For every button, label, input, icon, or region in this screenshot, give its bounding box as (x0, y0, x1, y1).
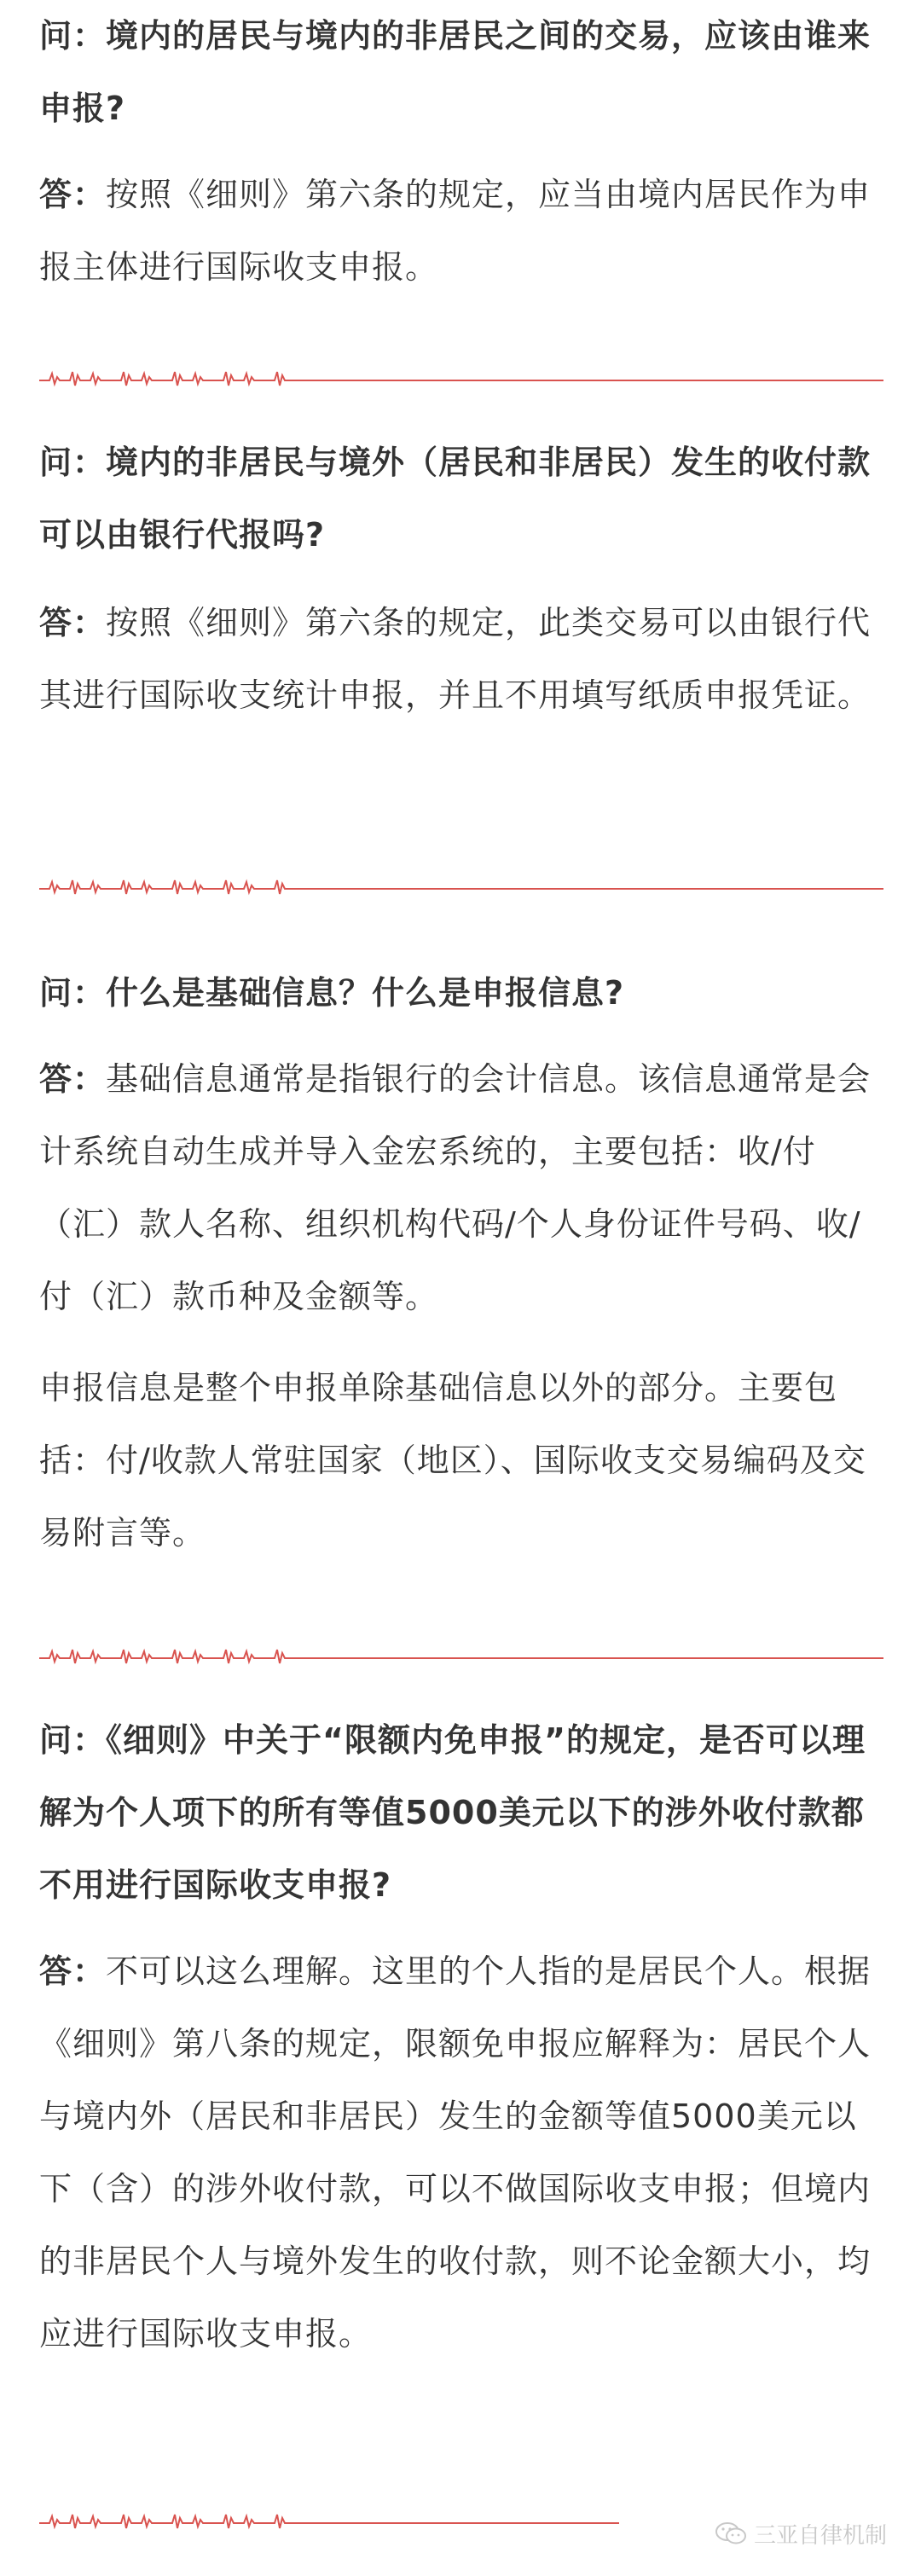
question-text: 《细则》中关于“限额内免申报”的规定，是否可以理解为个人项下的所有等值5000美元以下的涉外收付款都不用进行国际收支申报? (39, 1721, 866, 1904)
question-2 (39, 426, 883, 571)
answer-3 (39, 1043, 883, 1333)
question-3 (39, 957, 883, 1030)
watermark (715, 2516, 887, 2550)
answer-text: 基础信息通常是指银行的会计信息。该信息通常是会计系统自动生成并导入金宏系统的，主要包括：收/付（汇）款人名称、组织机构代码/个人身份证件号码、收/付（汇）款币种及金额等。 (39, 1060, 872, 1315)
answer-label: 答： (39, 1060, 107, 1098)
question-label: 问： (39, 1721, 107, 1759)
answer-2 (39, 587, 883, 732)
question-label: 问： (39, 974, 107, 1012)
qa-block-3 (39, 957, 883, 1569)
answer-text: 按照《细则》第六条的规定，应当由境内居民作为申报主体进行国际收支申报。 (39, 176, 872, 286)
answer-4 (39, 1935, 883, 2370)
answer-1 (39, 159, 883, 304)
section-divider-3 (39, 1634, 883, 1668)
answer-3-paragraph-2 (39, 1352, 883, 1569)
question-text: 境内的居民与境内的非居民之间的交易，应该由谁来申报? (39, 17, 872, 127)
watermark-text: 三亚自律机制 (753, 2522, 887, 2549)
question-text: 什么是基础信息？什么是申报信息? (106, 974, 625, 1012)
qa-block-2 (39, 426, 883, 732)
section-divider-2 (39, 865, 883, 899)
question-1 (39, 0, 883, 145)
section-divider-1 (39, 357, 883, 391)
answer-label: 答： (39, 176, 107, 213)
question-text: 境内的非居民与境外（居民和非居民）发生的收付款可以由银行代报吗? (39, 444, 872, 554)
question-label: 问： (39, 17, 107, 55)
answer-text: 申报信息是整个申报单除基础信息以外的部分。主要包括：付/收款人常驻国家（地区）、国际收支交易编码及交易附言等。 (39, 1369, 866, 1552)
qa-block-4 (39, 1704, 883, 2370)
answer-label: 答： (39, 604, 107, 641)
wechat-icon (715, 2521, 747, 2546)
answer-text: 按照《细则》第六条的规定，此类交易可以由银行代其进行国际收支统计申报，并且不用填写纸质申报凭证。 (39, 604, 872, 714)
question-label: 问： (39, 444, 107, 481)
question-4 (39, 1704, 883, 1922)
answer-label: 答： (39, 1952, 107, 1990)
qa-block-1 (39, 0, 883, 304)
answer-text: 不可以这么理解。这里的个人指的是居民个人。根据《细则》第八条的规定，限额免申报应解释为：居民个人与境内外（居民和非居民）发生的金额等值5000美元以下（含）的涉外收付款，可以不做国际收支申报；但境内的非居民个人与境外发生的收付款，则不论金额大小，均应进行国际收支申报。 (39, 1952, 872, 2353)
